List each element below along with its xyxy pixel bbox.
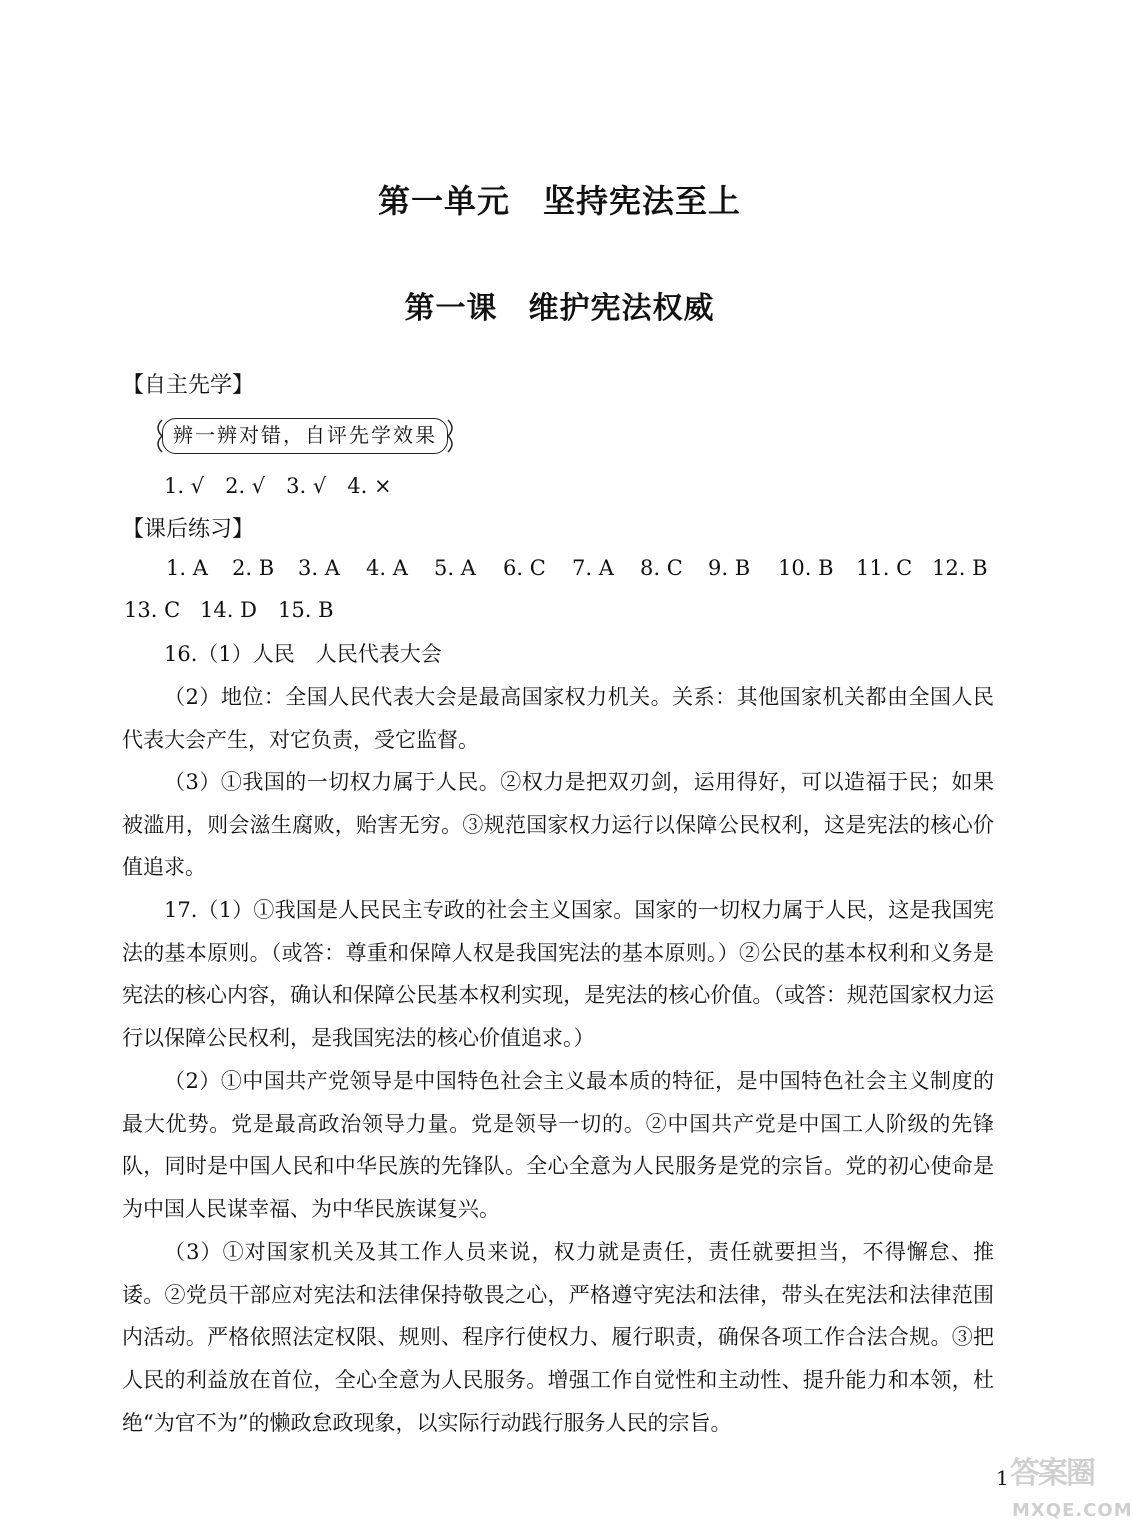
- q17-part-1: 17.（1）①我国是人民民主专政的社会主义国家。国家的一切权力属于人民，这是我国宪法的基本原则。（或答：尊重和保障人权是我国宪法的基本原则。）②公民的基本权利和义务是宪法的核心内容，确认和保障公民基本权利实现，是宪法的核心价值。（或答：规范国家权力运行以保障公民权利，是我国宪法的核心价值追求。）: [122, 898, 994, 1051]
- mc-answer: 5. A: [434, 556, 476, 580]
- mc-answer: 11. C: [856, 556, 913, 580]
- q16-part-3: （3）①我国的一切权力属于人民。②权力是把双刃剑，运用得好，可以造福于民；如果被滥用，则会滋生腐败，贻害无穷。③规范国家权力运行以保障公民权利，这是宪法的核心价值追求。: [122, 770, 994, 880]
- q16-part-2: （2）地位：全国人民代表大会是最高国家权力机关。关系：其他国家机关都由全国人民代表大会产生，对它负责，受它监督。: [122, 685, 994, 752]
- q16-part-1: 16.（1）人民 人民代表大会: [164, 642, 442, 666]
- mc-answer: 8. C: [640, 556, 683, 580]
- mc-answer: 14. D: [200, 598, 257, 622]
- mc-answer: 3. A: [298, 556, 340, 580]
- mc-answer: 6. C: [503, 556, 546, 580]
- mc-answer: 1. A: [166, 556, 208, 580]
- site-watermark: [1010, 1448, 1133, 1532]
- section-self-study: 【自主先学】: [122, 373, 255, 398]
- mc-answer: 12. B: [932, 556, 988, 580]
- self-study-answers: 1. √ 2. √ 3. √ 4. ×: [164, 474, 392, 498]
- mc-answer: 13. C: [124, 598, 181, 622]
- q17-part-3: （3）①对国家机关及其工作人员来说，权力就是责任，责任就要担当，不得懈怠、推诿。②党员干部应对宪法和法律保持敬畏之心，严格遵守宪法和法律，带头在宪法和法律范围内活动。严格依照法定权限、规则、程序行使权力、履行职责，确保各项工作合法合规。③把人民的利益放在首位，全心全意为人民服务。增强工作自觉性和主动性、提升能力和本领，杜绝“为官不为”的懒政怠政现象，以实际行动践行服务人民的宗旨。: [122, 1240, 994, 1435]
- unit-title: 第一单元 坚持宪法至上: [377, 182, 741, 220]
- watermark-url: MXQE.COM: [1012, 1500, 1133, 1521]
- q17-part-2: （2）①中国共产党领导是中国特色社会主义最本质的特征，是中国特色社会主义制度的最大优势。党是最高政治领导力量。党是领导一切的。②中国共产党是中国工人阶级的先锋队，同时是中国人民和中华民族的先锋队。全心全意为人民服务是党的宗旨。党的初心使命是为中国人民谋幸福、为中华民族谋复兴。: [122, 1069, 994, 1222]
- mc-answer: 9. B: [708, 556, 751, 580]
- section-exercises: 【课后练习】: [122, 517, 255, 542]
- mc-answer: 15. B: [278, 598, 334, 622]
- mc-answer: 2. B: [232, 556, 275, 580]
- watermark-logo-text: 答案圈: [1010, 1456, 1094, 1491]
- mc-answer: 7. A: [572, 556, 614, 580]
- mc-answer: 10. B: [778, 556, 834, 580]
- mc-answer: 4. A: [366, 556, 408, 580]
- lesson-title: 第一课 维护宪法权威: [404, 291, 715, 326]
- self-check-badge: 辨一辨对错，自评先学效果: [162, 418, 448, 454]
- page-number: 1: [996, 1466, 1009, 1490]
